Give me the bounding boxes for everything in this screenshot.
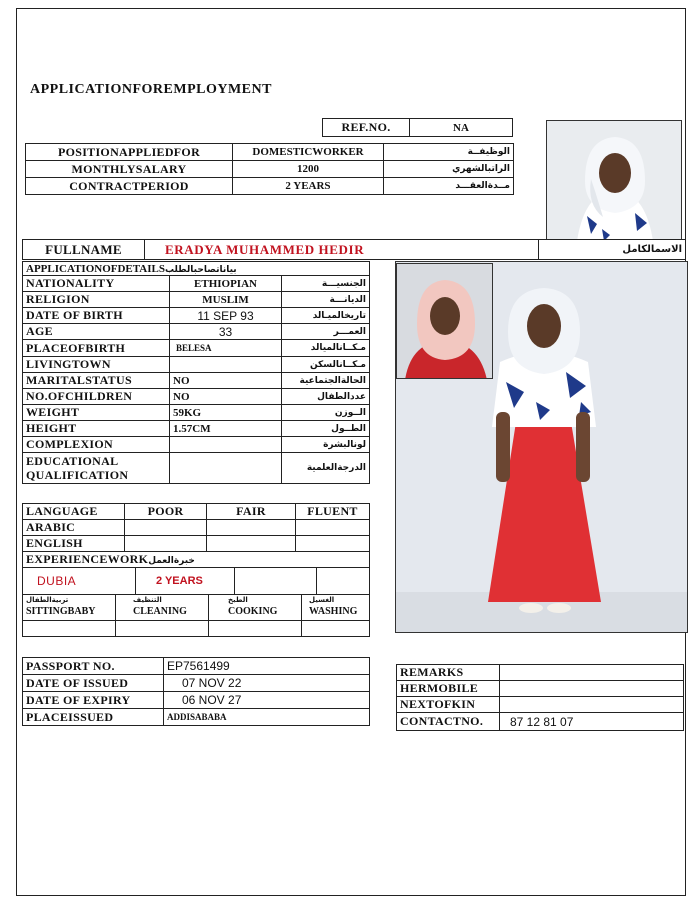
table-row <box>23 389 370 405</box>
skill-label-ar: تربيةالطفال <box>26 596 69 604</box>
table-row <box>23 308 370 324</box>
portrait-photo <box>546 120 682 240</box>
experience-table <box>22 551 370 595</box>
detail-label-ar: الحالةالجتماعية <box>282 373 370 389</box>
detail-label: AGE <box>23 324 170 340</box>
experience-country: DUBIA <box>23 568 136 595</box>
fullname-label: FULLNAME <box>23 240 145 260</box>
detail-label-ar: الدرجةالعلمية <box>282 453 370 484</box>
table-row <box>23 520 370 536</box>
detail-label-ar: مـكــانالميالد <box>282 340 370 357</box>
language-name: ARABIC <box>23 520 125 536</box>
fullname-table <box>22 239 686 260</box>
skill-label-ar: الطبخ <box>228 596 248 604</box>
ref-table <box>322 118 513 137</box>
passport-value: 06 NOV 27 <box>164 692 370 709</box>
passport-label: PLACEISSUED <box>23 709 164 726</box>
passport-table <box>22 657 370 726</box>
passport-value: ADDISABABA <box>164 709 370 726</box>
detail-value: ETHIOPIAN <box>170 276 282 292</box>
detail-value: MUSLIM <box>170 292 282 308</box>
detail-label: PLACEOFBIRTH <box>23 340 170 357</box>
skill-label: COOKING <box>228 606 278 617</box>
skill-label: WASHING <box>309 606 358 617</box>
contact-value: 87 12 81 07 <box>500 713 684 731</box>
table-row <box>26 161 514 178</box>
table-row <box>26 144 514 161</box>
table-row <box>23 373 370 389</box>
passport-label: PASSPORT NO. <box>23 658 164 675</box>
detail-label: EDUCATIONAL QUALIFICATION <box>23 453 170 484</box>
skill-label: SITTINGBABY <box>26 606 96 617</box>
fluent-header: FLUENT <box>296 504 370 520</box>
table-row <box>23 324 370 340</box>
table-row <box>23 709 370 726</box>
position-value: DOMESTICWORKER <box>233 144 384 161</box>
detail-label: COMPLEXION <box>23 437 170 453</box>
detail-value <box>170 357 282 373</box>
detail-label-ar: لونالبشرة <box>282 437 370 453</box>
table-row <box>23 453 370 484</box>
detail-label-ar: عددالطفال <box>282 389 370 405</box>
detail-label: DATE OF BIRTH <box>23 308 170 324</box>
detail-label: NO.OFCHILDREN <box>23 389 170 405</box>
salary-label-ar: الراتبالشهري <box>384 161 514 178</box>
next-of-kin-label: NEXTOFKIN <box>397 697 500 713</box>
skill-label: CLEANING <box>133 606 187 617</box>
table-row <box>397 665 684 681</box>
salary-label: MONTHLYSALARY <box>26 161 233 178</box>
mobile-label: HERMOBILE <box>397 681 500 697</box>
contract-label-ar: مــدةالعقـــد <box>384 178 514 195</box>
detail-label: MARITALSTATUS <box>23 373 170 389</box>
table-row <box>23 658 370 675</box>
passport-value: EP7561499 <box>164 658 370 675</box>
skill-label-ar: التنظيف <box>133 596 162 604</box>
table-row <box>23 504 370 520</box>
table-row <box>23 536 370 552</box>
table-row <box>23 421 370 437</box>
form-title: APPLICATIONFOREMPLOYMENT <box>30 82 272 97</box>
fullname-value: ERADYA MUHAMMED HEDIR <box>145 240 539 260</box>
position-label: POSITIONAPPLIEDFOR <box>26 144 233 161</box>
table-row <box>23 568 370 595</box>
salary-value: 1200 <box>233 161 384 178</box>
detail-label-ar: مـكــانالسكن <box>282 357 370 373</box>
position-table <box>25 143 514 195</box>
table-row <box>23 621 370 637</box>
contact-label: CONTACTNO. <box>397 713 500 731</box>
contract-label: CONTRACTPERIOD <box>26 178 233 195</box>
detail-label-ar: تاريخالميـالد <box>282 308 370 324</box>
detail-value: 33 <box>170 324 282 340</box>
experience-label-ar: خبرةالعمل <box>148 556 195 566</box>
detail-value: 59KG <box>170 405 282 421</box>
details-table <box>22 261 370 484</box>
position-label-ar: الوظيفــة <box>384 144 514 161</box>
detail-value: NO <box>170 389 282 405</box>
experience-label: EXPERIENCEWORK <box>26 552 149 566</box>
table-row <box>23 437 370 453</box>
mobile-value <box>500 681 684 697</box>
detail-value: 1.57CM <box>170 421 282 437</box>
details-header-ar: بياناتصاحبالطلب <box>164 264 237 275</box>
detail-value: 11 SEP 93 <box>170 308 282 324</box>
contract-value: 2 YEARS <box>233 178 384 195</box>
poor-header: POOR <box>125 504 207 520</box>
table-row <box>397 713 684 731</box>
detail-label-ar: الديانـــة <box>282 292 370 308</box>
fair-header: FAIR <box>207 504 296 520</box>
detail-label: RELIGION <box>23 292 170 308</box>
table-row <box>23 675 370 692</box>
language-table <box>22 503 370 552</box>
detail-label-ar: العمـــر <box>282 324 370 340</box>
remarks-label: REMARKS <box>397 665 500 681</box>
table-row <box>23 340 370 357</box>
detail-label-ar: الــوزن <box>282 405 370 421</box>
remarks-table <box>396 664 684 731</box>
details-header: APPLICATIONOFDETAILS <box>26 262 165 275</box>
passport-label: DATE OF ISSUED <box>23 675 164 692</box>
detail-value: NO <box>170 373 282 389</box>
table-row <box>23 595 370 621</box>
table-row <box>397 681 684 697</box>
detail-label: HEIGHT <box>23 421 170 437</box>
ref-value: NA <box>410 119 513 137</box>
full-body-photo <box>395 261 688 633</box>
language-header: LANGUAGE <box>23 504 125 520</box>
detail-label: NATIONALITY <box>23 276 170 292</box>
experience-years: 2 YEARS <box>136 568 235 595</box>
table-row <box>23 405 370 421</box>
inset-portrait-photo <box>396 263 493 379</box>
skills-table <box>22 594 370 637</box>
detail-value <box>170 453 282 484</box>
language-name: ENGLISH <box>23 536 125 552</box>
remarks-value <box>500 665 684 681</box>
next-of-kin-value <box>500 697 684 713</box>
detail-label-ar: الجنسيـــة <box>282 276 370 292</box>
detail-label-ar: الطــول <box>282 421 370 437</box>
detail-value <box>170 437 282 453</box>
table-row <box>23 692 370 709</box>
fullname-label-ar: الاسمالكامل <box>539 240 686 260</box>
table-row <box>397 697 684 713</box>
table-row <box>26 178 514 195</box>
detail-value: BELESA <box>170 340 282 357</box>
skill-label-ar: الغسيل <box>309 596 335 604</box>
table-row <box>23 357 370 373</box>
table-row <box>23 292 370 308</box>
ref-label: REF.NO. <box>323 119 410 137</box>
detail-label: LIVINGTOWN <box>23 357 170 373</box>
detail-label: WEIGHT <box>23 405 170 421</box>
passport-label: DATE OF EXPIRY <box>23 692 164 709</box>
table-row <box>23 276 370 292</box>
passport-value: 07 NOV 22 <box>164 675 370 692</box>
